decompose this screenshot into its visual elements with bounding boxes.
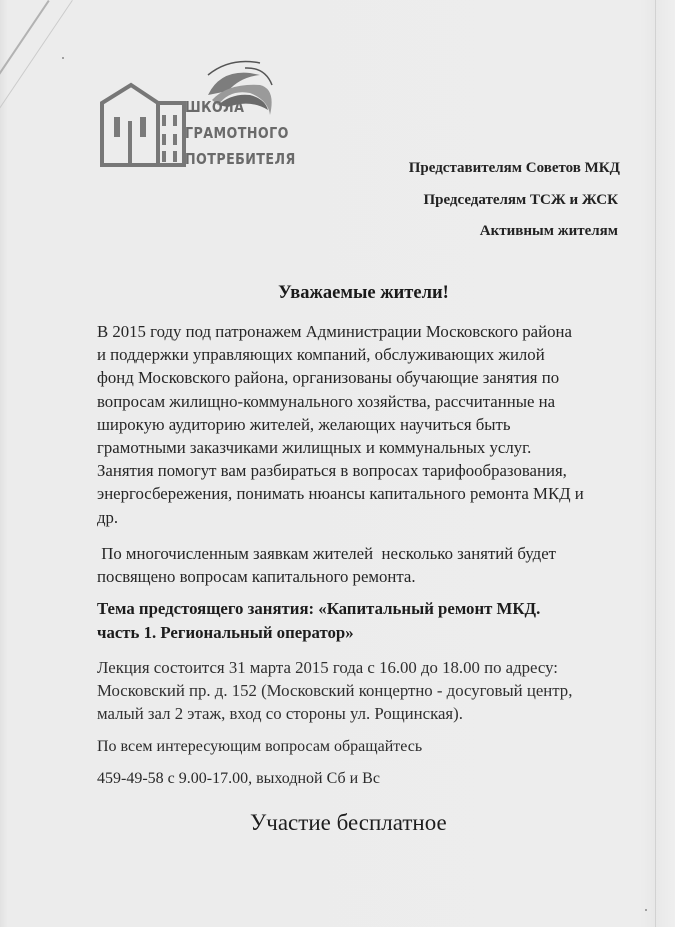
topic-line: часть 1. Региональный оператор» <box>97 622 354 642</box>
lecture-topic <box>97 597 540 644</box>
text-line: фонд Московского района, организованы обучающие занятия по <box>97 368 560 388</box>
text-line: малый зал 2 этаж, вход со стороны ул. Рощинская). <box>97 704 463 724</box>
logo-text-line3: ПОТРЕБИТЕЛЯ <box>185 150 296 168</box>
addressee-councils: Представителям Советов МКД <box>408 160 620 176</box>
text-line: посвящено вопросам капитального ремонта. <box>97 567 416 587</box>
addressee-chairmen: Председателям ТСЖ и ЖСК <box>423 192 618 208</box>
text-line: широкую аудиторию жителей, желающих научиться быть <box>97 414 511 434</box>
text-line: вопросам жилищно-коммунального хозяйства, рассчитанные на <box>97 391 556 411</box>
topic-line: Тема предстоящего занятия: «Капитальный ремонт МКД. <box>97 599 541 618</box>
text-line: Занятия помогут вам разбираться в вопросах тарифообразования, <box>97 461 567 481</box>
windows-icon <box>114 115 177 163</box>
logo-text-line2: ГРАМОТНОГО <box>185 124 289 142</box>
text-line: и поддержки управляющих компаний, обслуживающих жилой <box>97 345 545 365</box>
lecture-details <box>97 656 657 726</box>
text-line: грамотными заказчиками жилищных и коммунальных услуг. <box>97 438 532 458</box>
text-line: Лекция состоится 31 марта 2015 года с 16.00 до 18.00 по адресу: <box>97 658 558 677</box>
contact-phone: 459-49-58 с 9.00-17.00, выходной Сб и Вс <box>97 770 380 787</box>
requests-paragraph <box>97 542 657 588</box>
text-line: др. <box>97 507 119 527</box>
text-line: Московский пр. д. 152 (Московский концертно - досуговый центр, <box>97 681 573 701</box>
scan-speck <box>62 57 64 59</box>
free-participation: Участие бесплатное <box>250 810 447 835</box>
text-line: В 2015 году под патронажем Администрации Московского района <box>97 322 572 341</box>
addressee-residents: Активным жителям <box>479 223 618 239</box>
intro-paragraph <box>97 320 657 529</box>
text-line: По многочисленным заявкам жителей несколько занятий будет <box>97 544 556 563</box>
fold-mark <box>0 0 50 117</box>
logo-text-line1: ШКОЛА <box>185 98 245 116</box>
text-line: энергосбережения, понимать нюансы капитального ремонта МКД и <box>97 484 584 504</box>
contact-intro: По всем интересующим вопросам обращайтесь <box>97 738 423 755</box>
greeting-heading: Уважаемые жители! <box>278 283 449 303</box>
scan-speck <box>645 909 647 911</box>
